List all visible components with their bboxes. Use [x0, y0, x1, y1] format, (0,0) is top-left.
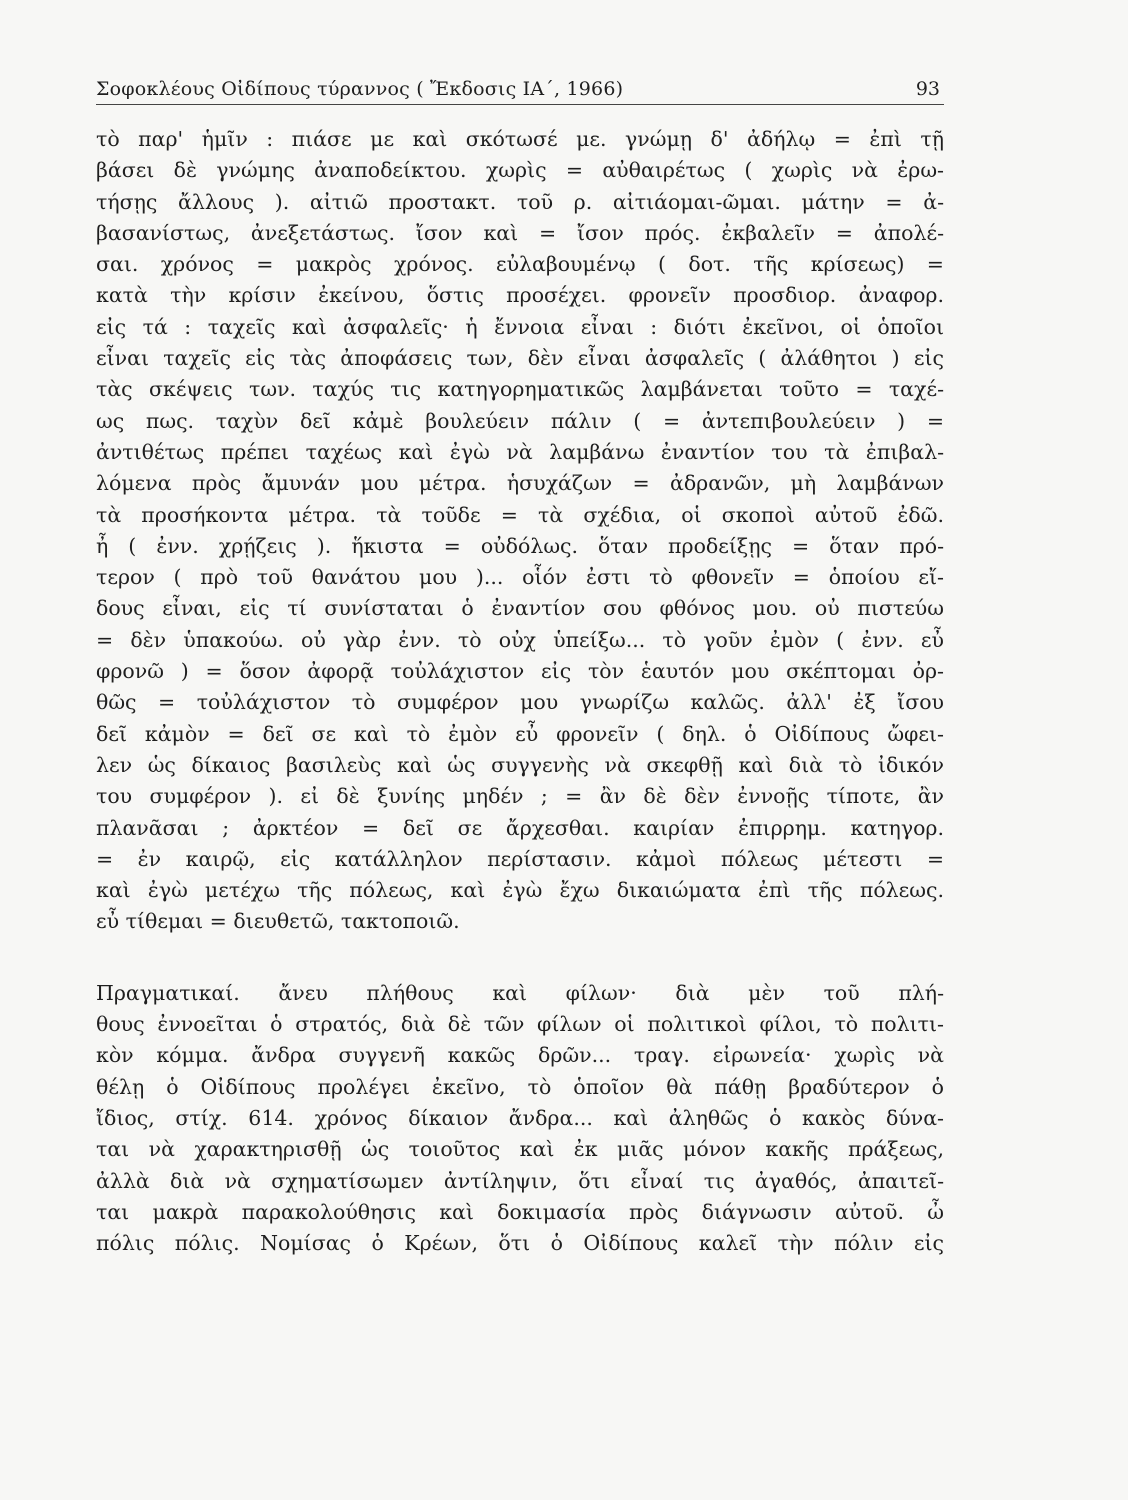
header-title: Σοφοκλέους Οἰδίπους τύραννος ( Ἔκδοσις ΙΑ΄, 1966) — [96, 78, 624, 100]
text-line: τήσῃς ἄλλους ). αἰτιῶ προστακτ. τοῦ ρ. αἰτιάομαι-ῶμαι. μάτην = ἀ- — [96, 189, 944, 214]
text-line: κατὰ τὴν κρίσιν ἐκείνου, ὅστις προσέχει. φρονεῖν προσδιορ. ἀναφορ. — [96, 283, 944, 308]
text-line: βάσει δὲ γνώμης ἀναποδείκτου. χωρὶς = αὐθαιρέτως ( χωρὶς νὰ ἐρω- — [96, 158, 944, 183]
text-line: εὖ τίθεμαι = διευθετῶ, τακτοποιῶ. — [96, 909, 460, 934]
text-line: τερον ( πρὸ τοῦ θανάτου μου )... οἷόν ἐστι τὸ φθονεῖν = ὁποίου εἴ- — [96, 565, 944, 590]
text-line: = δὲν ὑπακούω. οὐ γὰρ ἐνν. τὸ οὐχ ὑπείξω... τὸ γοῦν ἐμὸν ( ἐνν. εὖ — [96, 627, 944, 652]
text-line: θέλῃ ὁ Οἰδίπους προλέγει ἐκεῖνο, τὸ ὁποῖον θὰ πάθῃ βραδύτερον ὁ — [96, 1074, 944, 1099]
text-line: θῶς = τοὐλάχιστον τὸ συμφέρον μου γνωρίζω καλῶς. ἀλλ' ἐξ ἴσου — [96, 690, 944, 715]
text-line: λόμενα πρὸς ἄμυνάν μου μέτρα. ἡσυχάζων = ἀδρανῶν, μὴ λαμβάνων — [96, 471, 944, 496]
commentary-paragraph-1 — [96, 124, 944, 938]
text-line: λεν ὡς δίκαιος βασιλεὺς καὶ ὡς συγγενὴς νὰ σκεφθῇ καὶ διὰ τὸ ἰδικόν — [96, 752, 944, 777]
text-line: φρονῶ ) = ὅσον ἀφορᾷ τοὐλάχιστον εἰς τὸν ἑαυτόν μου σκέπτομαι ὀρ- — [96, 659, 944, 684]
text-line: πλανᾶσαι ; ἀρκτέον = δεῖ σε ἄρχεσθαι. καιρίαν ἐπιρρημ. κατηγορ. — [96, 815, 944, 840]
paragraph-gap — [96, 938, 944, 978]
text-line: θους ἐννοεῖται ὁ στρατός, διὰ δὲ τῶν φίλων οἱ πολιτικοὶ φίλοι, τὸ πολιτι- — [96, 1012, 944, 1037]
text-line: ἀντιθέτως πρέπει ταχέως καὶ ἐγὼ νὰ λαμβάνω ἐναντίον του τὰ ἐπιβαλ- — [96, 439, 944, 464]
text-line: βασανίστως, ἀνεξετάστως. ἴσον καὶ = ἴσον πρός. ἐκβαλεῖν = ἀπολέ- — [96, 220, 944, 245]
text-line: καὶ ἐγὼ μετέχω τῆς πόλεως, καὶ ἐγὼ ἔχω δικαιώματα ἐπὶ τῆς πόλεως. — [96, 878, 944, 903]
text-line: τὰς σκέψεις των. ταχύς τις κατηγορηματικῶς λαμβάνεται τοῦτο = ταχέ- — [96, 377, 944, 402]
text-line: ται μακρὰ παρακολούθησις καὶ δοκιμασία πρὸς διάγνωσιν αὐτοῦ. ὦ — [96, 1199, 944, 1224]
text-line: ται νὰ χαρακτηρισθῇ ὡς τοιοῦτος καὶ ἐκ μιᾶς μόνον κακῆς πράξεως, — [96, 1137, 944, 1162]
text-line: ἀλλὰ διὰ νὰ σχηματίσωμεν ἀντίληψιν, ὅτι εἶναί τις ἀγαθός, ἀπαιτεῖ- — [96, 1168, 944, 1193]
text-line: τὰ προσήκοντα μέτρα. τὰ τοῦδε = τὰ σχέδια, οἱ σκοποὶ αὐτοῦ ἐδῶ. — [96, 502, 944, 527]
text-line: ως πως. ταχὺν δεῖ κἀμὲ βουλεύειν πάλιν ( = ἀντεπιβουλεύειν ) = — [96, 408, 944, 433]
text-line: πόλις πόλις. Νομίσας ὁ Κρέων, ὅτι ὁ Οἰδίπους καλεῖ τὴν πόλιν εἰς — [96, 1231, 944, 1256]
text-line: ἴδιος, στίχ. 614. χρόνος δίκαιον ἄνδρα... καὶ ἀληθῶς ὁ κακὸς δύνα- — [96, 1105, 944, 1130]
text-line: του συμφέρον ). εἰ δὲ ξυνίης μηδέν ; = ἂν δὲ δὲν ἐννοῇς τίποτε, ἂν — [96, 784, 944, 809]
text-line: κὸν κόμμα. ἄνδρα συγγενῆ κακῶς δρῶν... τραγ. εἰρωνεία· χωρὶς νὰ — [96, 1043, 944, 1068]
text-line: τὸ παρ' ἡμῖν : πιάσε με καὶ σκότωσέ με. γνώμῃ δ' ἀδήλῳ = ἐπὶ τῇ — [96, 127, 944, 151]
page-body — [96, 124, 944, 1259]
text-line: Πραγματικαί. ἄνευ πλήθους καὶ φίλων· διὰ μὲν τοῦ πλή- — [96, 980, 944, 1005]
text-line: σαι. χρόνος = μακρὸς χρόνος. εὐλαβουμένῳ ( δοτ. τῆς κρίσεως) = — [96, 252, 944, 277]
text-line: εἶναι ταχεῖς εἰς τὰς ἀποφάσεις των, δὲν εἶναι ἀσφαλεῖς ( ἀλάθητοι ) εἰς — [96, 346, 944, 371]
running-header — [96, 74, 944, 105]
text-line: δεῖ κἀμὸν = δεῖ σε καὶ τὸ ἐμὸν εὖ φρονεῖν ( δηλ. ὁ Οἰδίπους ὤφει- — [96, 721, 944, 746]
page-number: 93 — [915, 78, 940, 100]
text-line: εἰς τά : ταχεῖς καὶ ἀσφαλεῖς· ἡ ἔννοια εἶναι : διότι ἐκεῖνοι, οἱ ὁποῖοι — [96, 314, 944, 339]
text-line: = ἐν καιρῷ, εἰς κατάλληλον περίστασιν. κἀμοὶ πόλεως μέτεστι = — [96, 846, 944, 871]
text-line: δους εἶναι, εἰς τί συνίσταται ὁ ἐναντίον σου φθόνος μου. οὐ πιστεύω — [96, 596, 944, 621]
commentary-paragraph-2 — [96, 978, 944, 1260]
text-line: ἦ ( ἐνν. χρῄζεις ). ἥκιστα = οὐδόλως. ὅταν προδείξῃς = ὅταν πρό- — [96, 533, 944, 558]
